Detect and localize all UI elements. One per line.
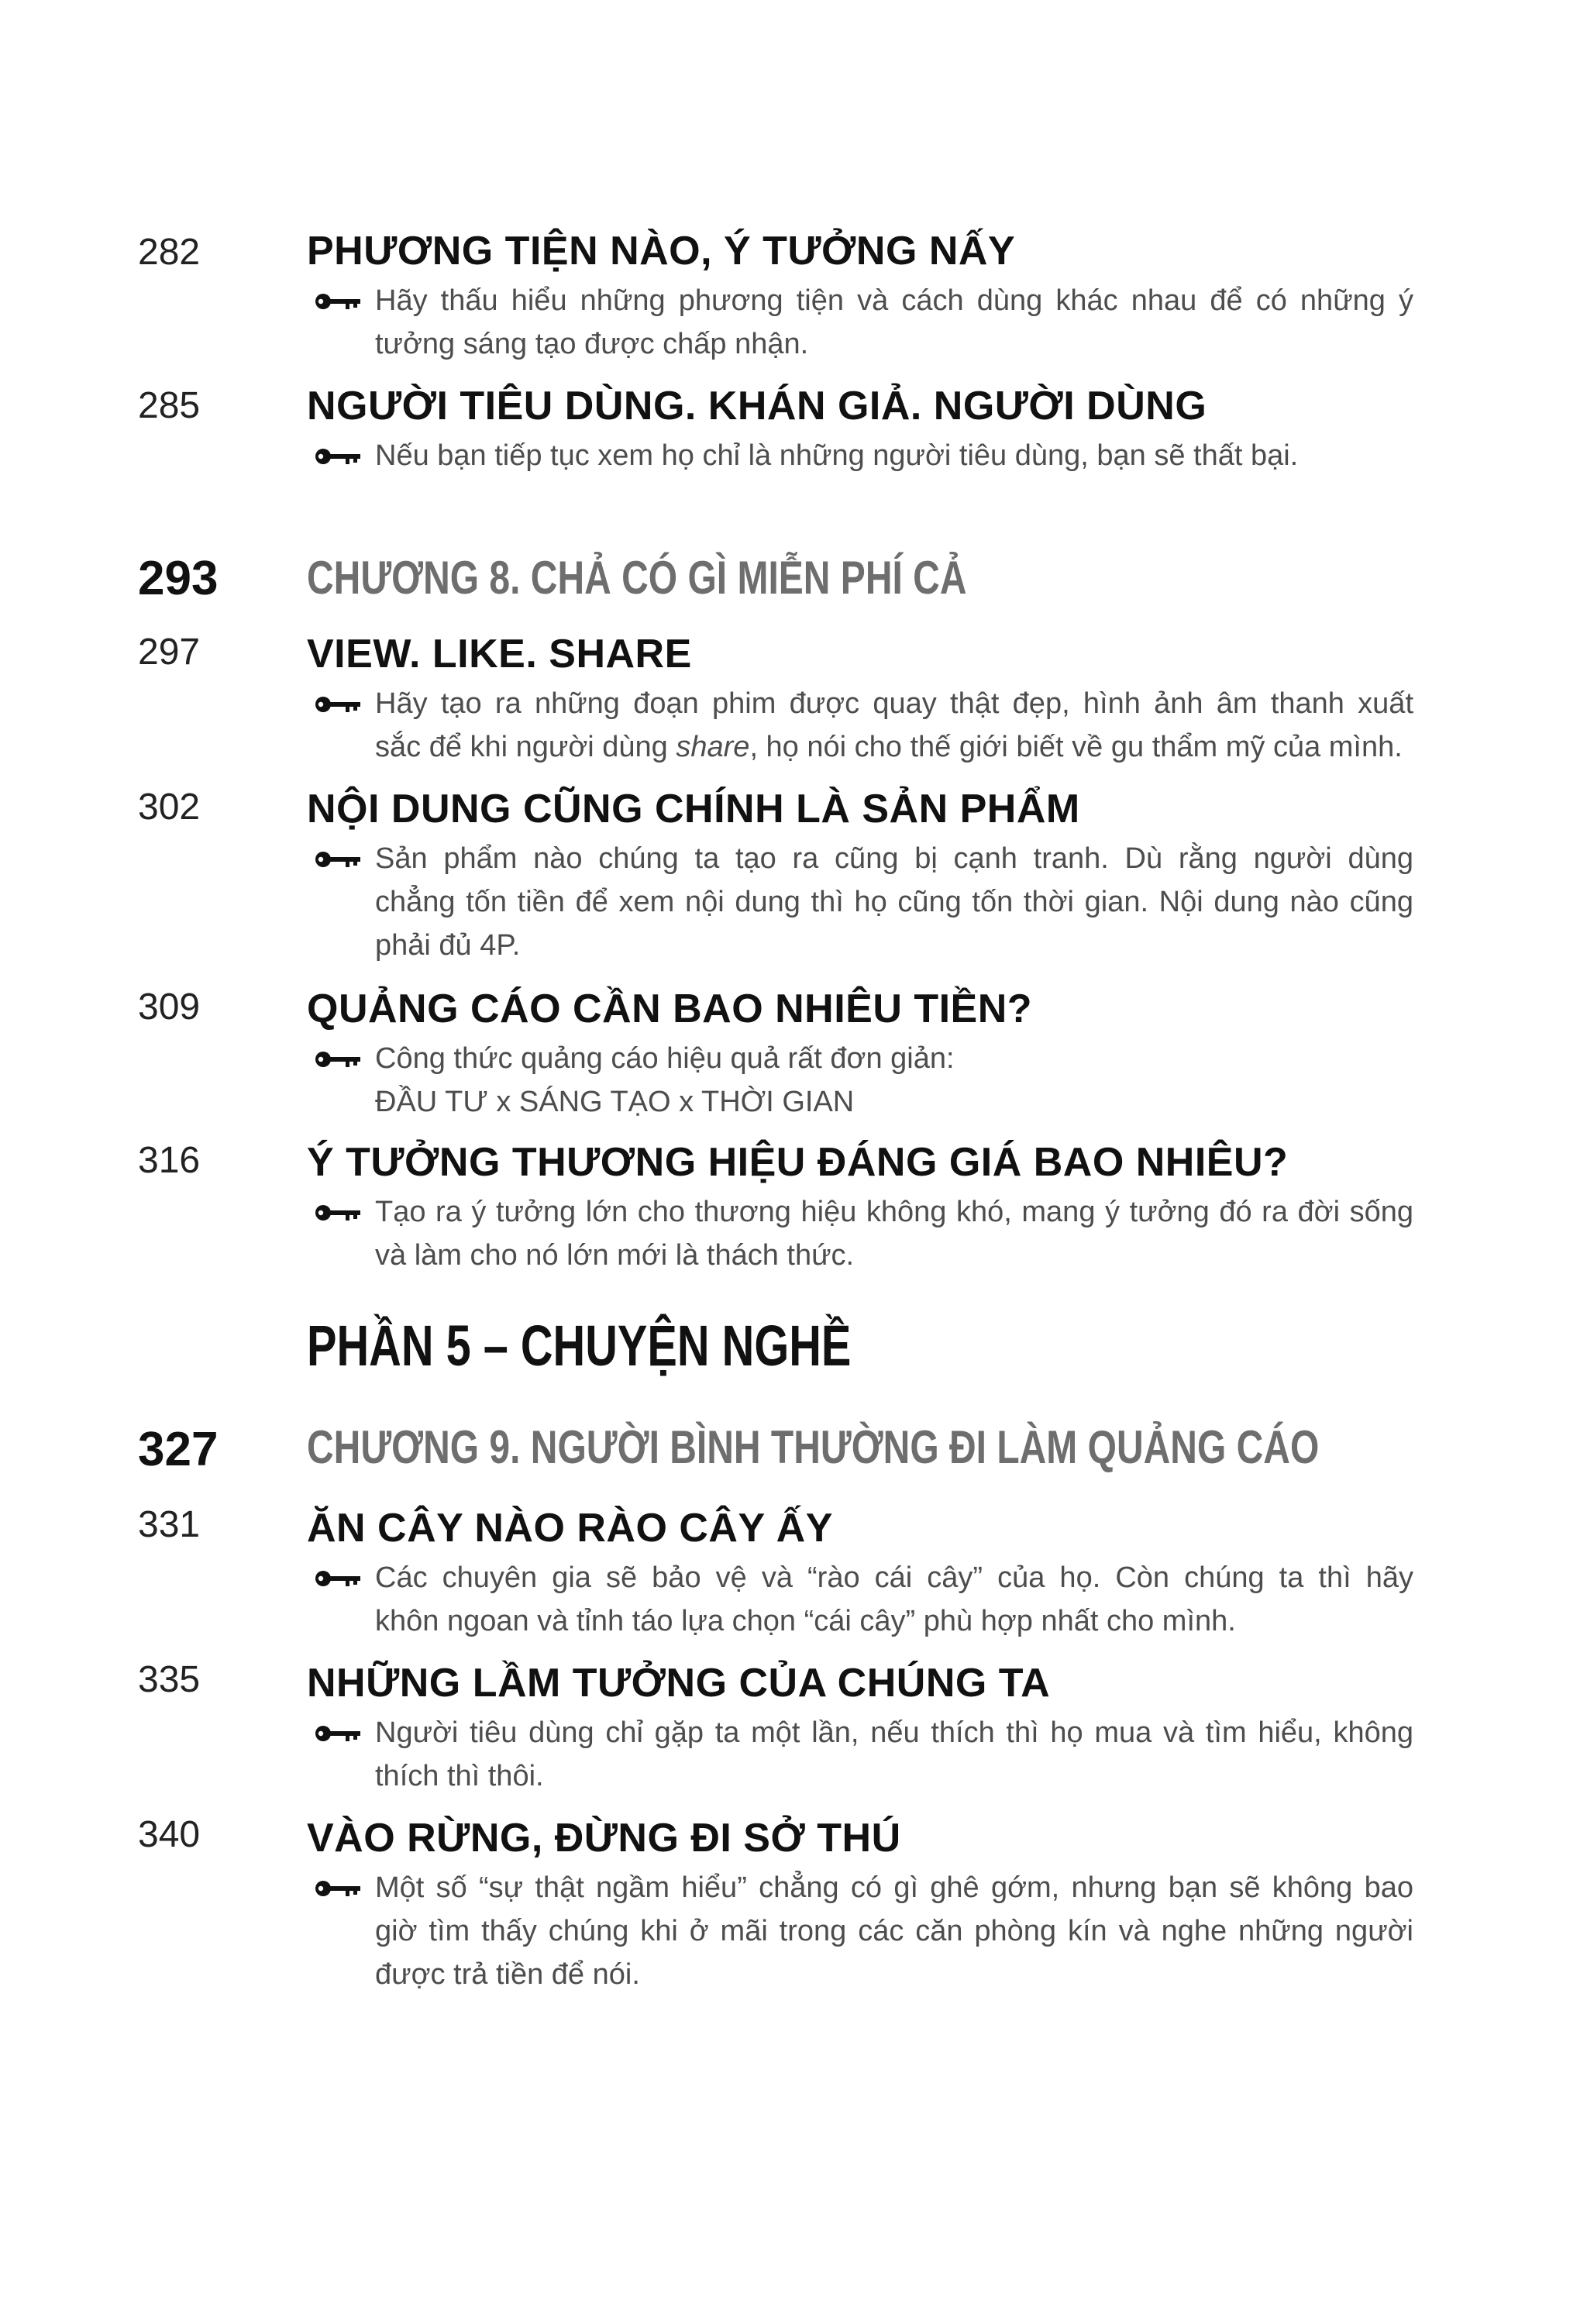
section-title: QUẢNG CÁO CẦN BAO NHIÊU TIỀN? xyxy=(307,986,1033,1031)
description-text: , họ nói cho thế giới biết về gu thẩm mỹ của mình. xyxy=(749,731,1403,763)
section-description xyxy=(375,1866,1413,1996)
chapter-page-number: 327 xyxy=(138,1423,219,1476)
key-icon xyxy=(315,291,363,312)
section-description xyxy=(375,434,1413,477)
key-icon xyxy=(315,1723,363,1744)
section-title: VÀO RỪNG, ĐỪNG ĐI SỞ THÚ xyxy=(307,1816,901,1861)
key-icon xyxy=(315,694,363,714)
section-description xyxy=(375,1190,1413,1277)
description-line: thích thì thôi. xyxy=(375,1760,544,1792)
key-icon xyxy=(315,1049,363,1069)
section-description xyxy=(375,279,1413,366)
section-description xyxy=(375,1556,1413,1643)
description-line: và làm cho nó lớn mới là thách thức. xyxy=(375,1239,855,1272)
description-line: chẳng tốn tiền để xem nội dung thì họ cũng tốn thời gian. Nội dung nào cũng xyxy=(375,886,1413,918)
section-title: VIEW. LIKE. SHARE xyxy=(307,632,692,677)
page-number: 335 xyxy=(138,1659,201,1700)
description-line: Người tiêu dùng chỉ gặp ta một lần, nếu thích thì họ mua và tìm hiểu, không xyxy=(375,1716,1413,1749)
description-line: Công thức quảng cáo hiệu quả rất đơn giản: xyxy=(375,1042,955,1075)
description-line: khôn ngoan và tỉnh táo lựa chọn “cái cây” phù hợp nhất cho mình. xyxy=(375,1605,1236,1637)
key-icon xyxy=(315,849,363,869)
description-line: Hãy thấu hiểu những phương tiện và cách dùng khác nhau để có những ý xyxy=(375,284,1413,317)
description-text: sắc để khi người dùng xyxy=(375,731,676,763)
page-number: 309 xyxy=(138,986,201,1028)
description-line: Các chuyên gia sẽ bảo vệ và “rào cái cây” của họ. Còn chúng ta thì hãy xyxy=(375,1561,1413,1594)
description-line xyxy=(375,725,1413,769)
page-number: 297 xyxy=(138,632,201,673)
chapter-title: CHƯƠNG 8. CHẢ CÓ GÌ MIỄN PHÍ CẢ xyxy=(307,552,967,604)
description-line: phải đủ 4P. xyxy=(375,929,521,962)
key-icon xyxy=(315,1878,363,1899)
description-line: Nếu bạn tiếp tục xem họ chỉ là những người tiêu dùng, bạn sẽ thất bại. xyxy=(375,439,1299,472)
description-line: Sản phẩm nào chúng ta tạo ra cũng bị cạnh tranh. Dù rằng người dùng xyxy=(375,842,1413,875)
section-description xyxy=(375,837,1413,967)
page-number: 285 xyxy=(138,385,201,426)
key-icon xyxy=(315,1203,363,1223)
description-line: được trả tiền để nói. xyxy=(375,1958,640,1991)
section-title: NGƯỜI TIÊU DÙNG. KHÁN GIẢ. NGƯỜI DÙNG xyxy=(307,384,1207,429)
description-line: Một số “sự thật ngầm hiểu” chẳng có gì ghê gớm, nhưng bạn sẽ không bao xyxy=(375,1871,1413,1904)
section-description xyxy=(375,682,1413,769)
section-title: NỘI DUNG CŨNG CHÍNH LÀ SẢN PHẨM xyxy=(307,787,1080,831)
page-number: 302 xyxy=(138,787,201,828)
chapter-page-number: 293 xyxy=(138,552,219,605)
section-title: PHƯƠNG TIỆN NÀO, Ý TƯỞNG NẤY xyxy=(307,229,1016,274)
page-number: 331 xyxy=(138,1504,201,1545)
description-line: ĐẦU TƯ x SÁNG TẠO x THỜI GIAN xyxy=(375,1086,855,1118)
chapter-title: CHƯƠNG 9. NGƯỜI BÌNH THƯỜNG ĐI LÀM QUẢNG CÁO xyxy=(307,1421,1320,1473)
description-line: Hãy tạo ra những đoạn phim được quay thật đẹp, hình ảnh âm thanh xuất xyxy=(375,687,1413,720)
description-line: giờ tìm thấy chúng khi ở mãi trong các căn phòng kín và nghe những người xyxy=(375,1915,1413,1947)
part-title: PHẦN 5 – CHUYỆN NGHỀ xyxy=(307,1313,852,1378)
section-title: ĂN CÂY NÀO RÀO CÂY ẤY xyxy=(307,1506,833,1551)
key-icon xyxy=(315,1568,363,1589)
page-number: 282 xyxy=(138,232,201,273)
page-number: 316 xyxy=(138,1140,201,1181)
section-title: NHỮNG LẦM TƯỞNG CỦA CHÚNG TA xyxy=(307,1661,1051,1706)
section-description xyxy=(375,1037,1413,1124)
section-title: Ý TƯỞNG THƯƠNG HIỆU ĐÁNG GIÁ BAO NHIÊU? xyxy=(307,1140,1289,1185)
section-description xyxy=(375,1711,1413,1798)
description-line: tưởng sáng tạo được chấp nhận. xyxy=(375,328,809,360)
description-line: Tạo ra ý tưởng lớn cho thương hiệu không khó, mang ý tưởng đó ra đời sống xyxy=(375,1196,1413,1228)
description-emphasis: share xyxy=(676,731,750,763)
key-icon xyxy=(315,446,363,467)
page-number: 340 xyxy=(138,1814,201,1855)
